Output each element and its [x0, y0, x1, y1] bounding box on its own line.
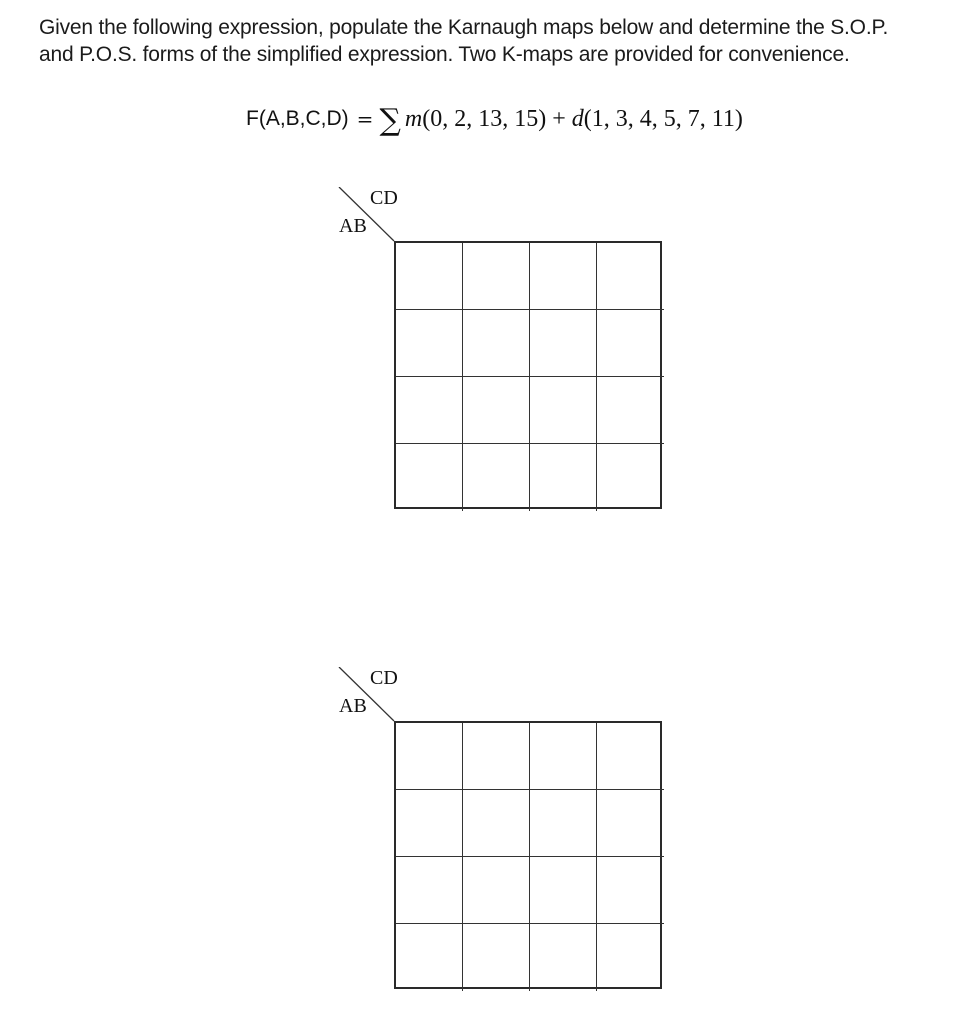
equals-sign: =: [356, 107, 374, 131]
kmap-cell[interactable]: [396, 790, 463, 857]
kmap-cell[interactable]: [463, 924, 530, 991]
kmap-row-variables: AB: [339, 695, 367, 717]
kmap-cell[interactable]: [463, 310, 530, 377]
kmap-cell[interactable]: [597, 924, 664, 991]
kmap-cell[interactable]: [597, 243, 664, 310]
kmap-cell[interactable]: [597, 790, 664, 857]
kmap-cell[interactable]: [530, 790, 597, 857]
kmap-cell[interactable]: [463, 243, 530, 310]
kmap-cell[interactable]: [530, 310, 597, 377]
kmap-cell[interactable]: [597, 444, 664, 511]
kmap-cell[interactable]: [463, 723, 530, 790]
kmap-cell[interactable]: [396, 857, 463, 924]
kmap-cell[interactable]: [396, 310, 463, 377]
kmap-2: [330, 667, 670, 997]
kmap-cell[interactable]: [463, 790, 530, 857]
kmap-cell[interactable]: [463, 857, 530, 924]
function-name: F(A,B,C,D): [246, 107, 349, 130]
kmap-cell[interactable]: [396, 723, 463, 790]
dontcare-list: (1, 3, 4, 5, 7, 11): [583, 105, 743, 132]
kmap-cell[interactable]: [396, 444, 463, 511]
problem-prompt: [39, 14, 969, 68]
kmap-cell[interactable]: [396, 924, 463, 991]
kmap-cell[interactable]: [530, 377, 597, 444]
kmap-cell[interactable]: [530, 723, 597, 790]
sigma-icon: ∑: [379, 102, 401, 138]
kmap-cell[interactable]: [530, 924, 597, 991]
kmap-cell[interactable]: [463, 444, 530, 511]
kmap-1: [330, 187, 670, 517]
dontcare-symbol: d: [571, 105, 584, 132]
kmap-cell[interactable]: [463, 377, 530, 444]
kmap-cell[interactable]: [597, 723, 664, 790]
kmap-cell[interactable]: [597, 857, 664, 924]
kmap-cell[interactable]: [530, 857, 597, 924]
kmap-col-variables: CD: [370, 187, 398, 209]
kmap-col-variables: CD: [370, 667, 398, 689]
kmap-cell[interactable]: [597, 310, 664, 377]
kmap-cell[interactable]: [396, 377, 463, 444]
kmap-row-variables: AB: [339, 215, 367, 237]
kmap-grid: [394, 721, 662, 989]
plus-sign: +: [552, 105, 566, 132]
prompt-line-2: and P.O.S. forms of the simplified expression. Two K-maps are provided for convenience.: [39, 43, 850, 66]
prompt-line-1: Given the following expression, populate the Karnaugh maps below and determine the S.O.P.: [39, 16, 889, 39]
kmap-cell[interactable]: [396, 243, 463, 310]
kmap-cell[interactable]: [530, 243, 597, 310]
kmap-cell[interactable]: [530, 444, 597, 511]
minterm-list: (0, 2, 13, 15): [422, 105, 547, 132]
kmap-cell[interactable]: [597, 377, 664, 444]
minterm-symbol: m: [404, 105, 423, 132]
boolean-expression: [246, 101, 743, 137]
kmap-grid: [394, 241, 662, 509]
